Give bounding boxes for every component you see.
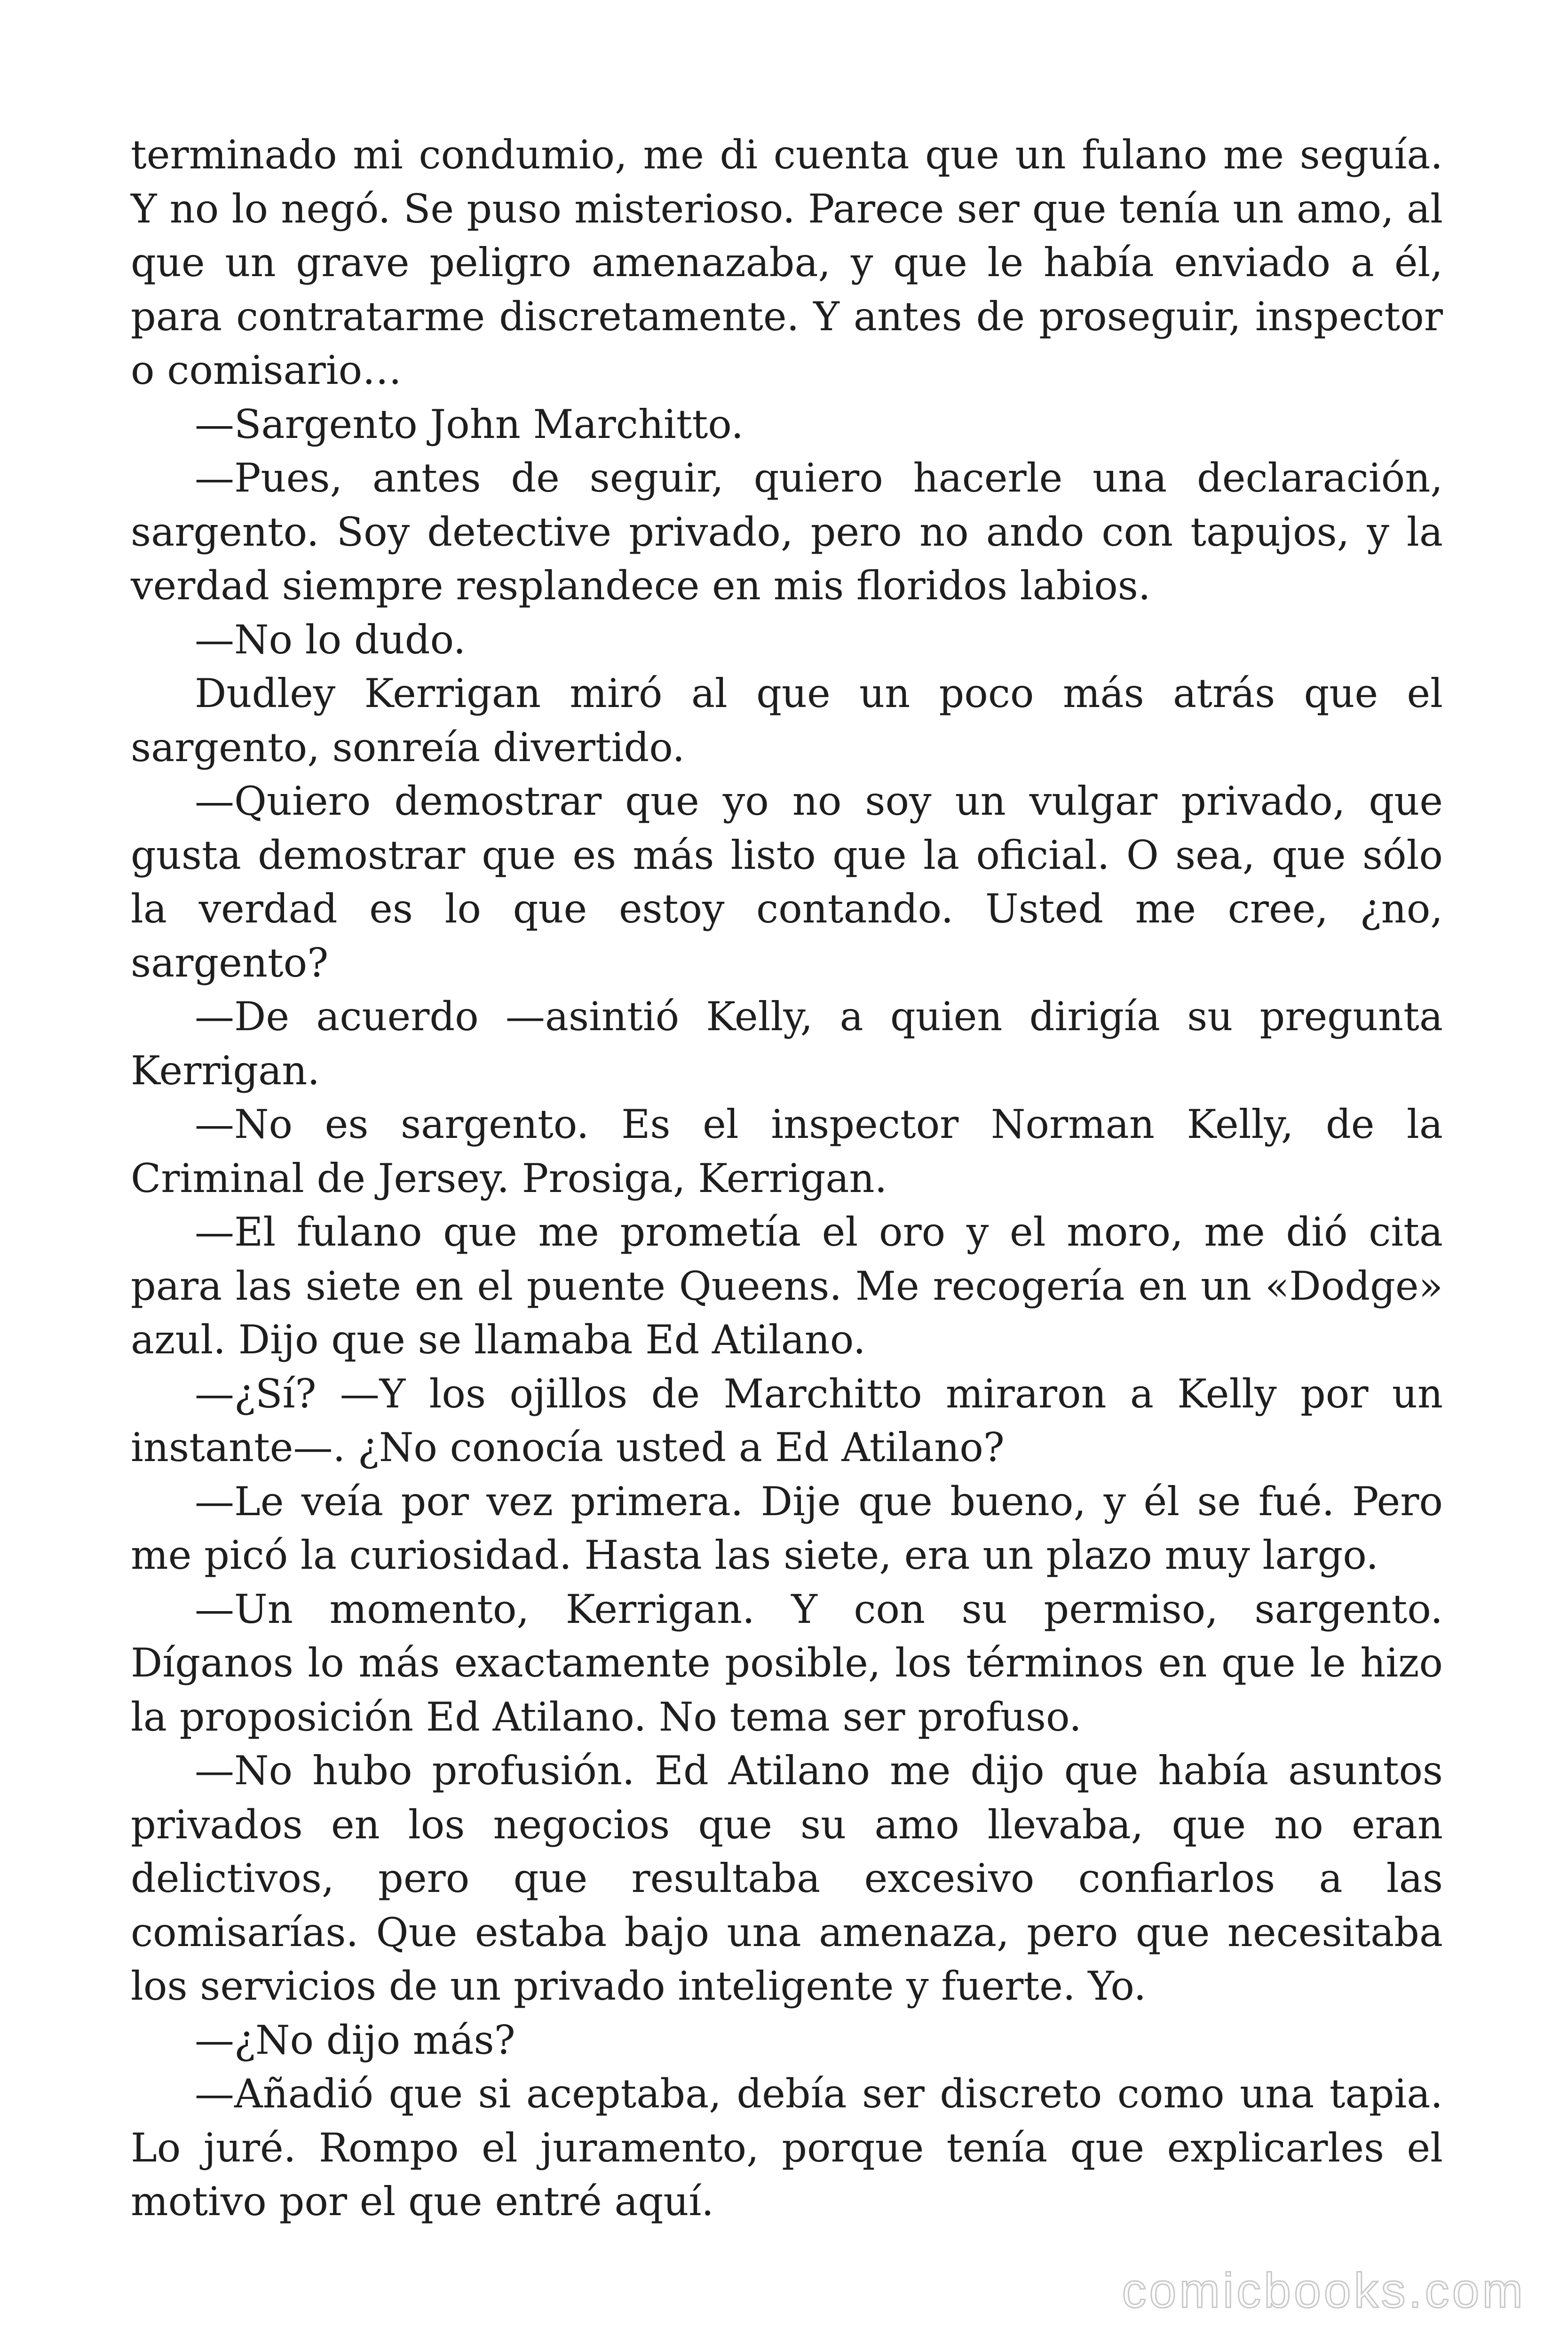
page-body <box>131 128 1443 2229</box>
paragraph: —Le veía por vez primera. Dije que bueno, y él se fué. Pero me picó la curiosidad. Hasta las siete, era un plazo muy largo. <box>131 1478 1443 1578</box>
paragraph: —Sargento John Marchitto. <box>195 401 744 447</box>
watermark: comicbooks.com <box>1122 2264 1526 2318</box>
paragraph: terminado mi condumio, me di cuenta que un fulano me seguía. Y no lo negó. Se puso misterioso. Parece ser que tenía un amo, al que un grave peligro amenazaba, y que le había enviado a él, para contratarme discretamente. Y antes de proseguir, inspector o comisario… <box>131 132 1443 393</box>
paragraph: Dudley Kerrigan miró al que un poco más atrás que el sargento, sonreía divertido. <box>131 670 1443 771</box>
paragraph: —El fulano que me prometía el oro y el moro, me dió cita para las siete en el puente Queens. Me recogería en un «Dodge» azul. Dijo que se llamaba Ed Atilano. <box>131 1209 1443 1363</box>
paragraph: —Pues, antes de seguir, quiero hacerle una declaración, sargento. Soy detective privado, pero no ando con tapujos, y la verdad siempre resplandece en mis floridos labios. <box>131 455 1443 609</box>
paragraph: —Quiero demostrar que yo no soy un vulgar privado, que gusta demostrar que es más listo que la oficial. O sea, que sólo la verdad es lo que estoy contando. Usted me cree, ¿no, sargento? <box>131 778 1443 986</box>
paragraph: —De acuerdo —asintió Kelly, a quien dirigía su pregunta Kerrigan. <box>131 993 1443 1094</box>
paragraph: —¿No dijo más? <box>195 2017 515 2063</box>
paragraph: —No es sargento. Es el inspector Norman Kelly, de la Criminal de Jersey. Prosiga, Kerrigan. <box>131 1101 1443 1201</box>
paragraph: —No lo dudo. <box>195 616 466 663</box>
paragraph: —Añadió que si aceptaba, debía ser discreto como una tapia. Lo juré. Rompo el juramento, porque tenía que explicarles el motivo por el que entré aquí. <box>131 2071 1443 2225</box>
paragraph: —¿Sí? —Y los ojillos de Marchitto miraron a Kelly por un instante—. ¿No conocía usted a Ed Atilano? <box>131 1370 1443 1470</box>
paragraph: —Un momento, Kerrigan. Y con su permiso, sargento. Díganos lo más exactamente posible, los términos en que le hizo la proposición Ed Atilano. No tema ser profuso. <box>131 1586 1443 1740</box>
paragraph: —No hubo profusión. Ed Atilano me dijo que había asuntos privados en los negocios que su amo llevaba, que no eran delictivos, pero que resultaba excesivo confiarlos a las comisarías. Que estaba bajo una amenaza, pero que necesitaba los servicios de un privado inteligente y fuerte. Yo. <box>131 1748 1443 2009</box>
